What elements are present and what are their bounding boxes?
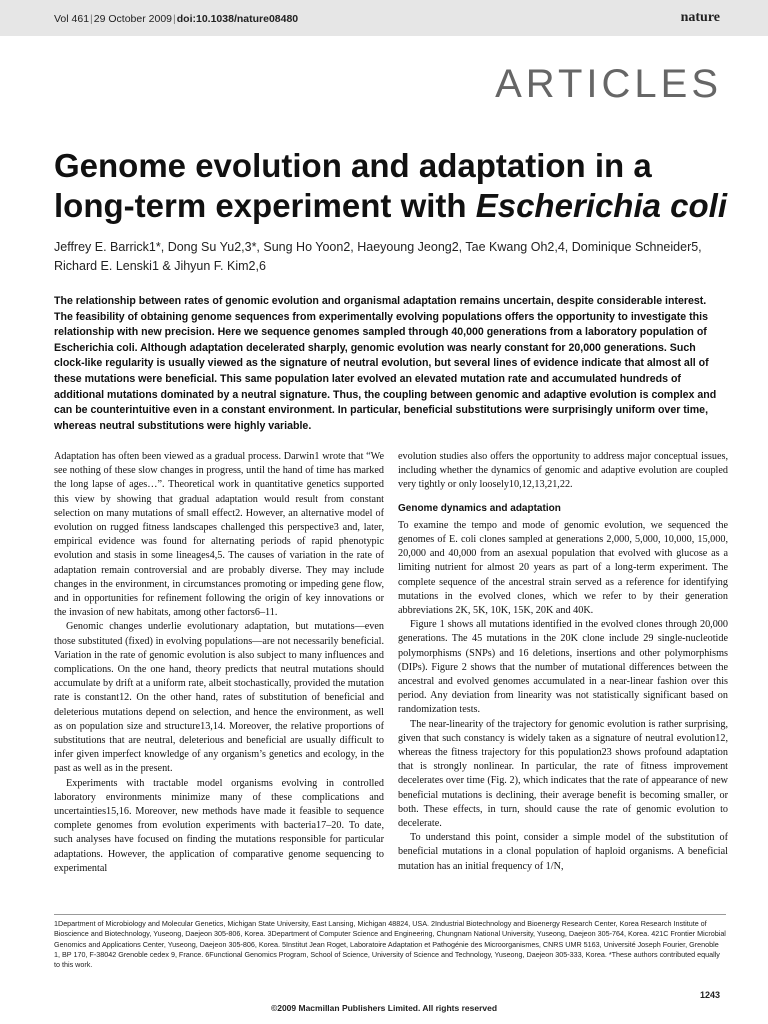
copyright-notice: ©2009 Macmillan Publishers Limited. All rights reserved: [270, 1003, 498, 1013]
article-title: [54, 146, 734, 226]
section-label: ARTICLES: [495, 62, 722, 106]
title-species: Escherichia coli: [475, 187, 728, 224]
doi[interactable]: doi:10.1038/nature08480: [176, 13, 299, 25]
abstract: The relationship between rates of genomic evolution and organismal adaptation remains uncertain, despite considerable interest. The feasibility of obtaining genome sequences from experimentally evolving populations offers the opportunity to investigate this relationship with new precision. Here we sequence genomes sampled through 40,000 generations from a laboratory population of Escherichia coli. Although adaptation decelerated sharply, genomic evolution was nearly constant for 20,000 generations. Such clock-like regularity is usually viewed as the signature of neutral evolution, but several lines of evidence indicate that almost all of these mutations were beneficial. This same population later evolved an elevated mutation rate and accumulated hundreds of additional mutations dominated by a neutral signature. Thus, the coupling between genomic and adaptive evolution is complex and can be counterintuitive even in a constant environment. In particular, beneficial substitutions were surprisingly uniform over time, whereas neutral substitutions were highly variable.: [54, 295, 717, 432]
body-column-right: [398, 450, 728, 874]
body-paragraph: To understand this point, consider a simple model of the substitution of beneficial mutations in a clonal population of haploid organisms. A beneficial mutation has an initial frequency of 1/N,: [398, 832, 728, 872]
body-paragraph: Adaptation has often been viewed as a gradual process. Darwin1 wrote that “We see nothing of these slow changes in progress, until the hand of time has marked the long lapse of ages…”. Theoretical work in quantitative genetics supported this view by showing that gradual adaptation would result from constant selection on many mutations of small effect2. However, an alternative model of evolution on rugged fitness landscapes challenged this perspective3 and, later, empirical evidence was found for alternating periods of rapid phenotypic evolution and stasis in some lineages4,5. The causes of variation in the rate of adaptation remain controversial and are probably diverse. They may include changes in the environment, in circumstances promoting or impeding gene flow, and in opportunities for refinement following the origin of key innovations or the invasion of new habitats, among other factors6–11.: [54, 451, 384, 619]
author-list: Jeffrey E. Barrick1*, Dong Su Yu2,3*, Sung Ho Yoon2, Haeyoung Jeong2, Tae Kwang Oh2,4, Dominique Schneider5, Richard E. Lenski1 & Jihyun F. Kim2,6: [54, 240, 702, 273]
body-paragraph: evolution studies also offers the opportunity to address major conceptual issues, including whether the dynamics of genomic and adaptive evolution are coupled very tightly or only loosely10,12,13,21,22.: [398, 451, 728, 491]
body-column-left: [54, 450, 384, 876]
journal-header-bar: [0, 0, 768, 36]
body-paragraph: Genomic changes underlie evolutionary adaptation, but mutations—even those substituted (fixed) in evolving populations—are not necessarily beneficial. Variation in the rate of genomic evolution is also subject to many influences and complications. On the one hand, theory predicts that neutral mutations should accumulate by drift at a uniform rate, albeit stochastically, provided the mutation rate is constant12. On the other hand, rates of substitution of beneficial and deleterious mutations depend on selection, and hence the environment, as well as on population size and structure13,14. Moreover, the relative proportions of substitutions that are neutral, deleterious and beneficial are usually difficult to infer given imperfect knowledge of any organism’s genetics and ecology, in the past as well as in the present.: [54, 621, 384, 775]
title-text: Genome evolution and adaptation in a long-term experiment with: [54, 147, 652, 224]
body-paragraph: To examine the tempo and mode of genomic evolution, we sequenced the genomes of E. coli clones sampled at generations 2,000, 5,000, 10,000, 15,000, 20,000 and 40,000 from an asexual population that evolved with glucose as a limiting nutrient for almost 20 years as part of a long-term experiment. The complete sequence of the ancestral strain served as a reference for identifying mutations in the evolved clones, which we refer to by their generation abbreviations 2K, 5K, 10K, 15K, 20K and 40K.: [398, 519, 728, 617]
journal-name: nature: [680, 10, 720, 25]
body-paragraph: Experiments with tractable model organisms evolving in controlled laboratory environments minimize many of these complications and uncertainties15,16. Moreover, new methods have made it feasible to sequence complete genomes from evolution experiments with bacteria17–20. To date, such analyses have focused on finding the mutations responsible for particular adaptations. However, the application of comparative genome sequencing to experimental: [54, 777, 384, 874]
body-paragraph: The near-linearity of the trajectory for genomic evolution is rather surprising, given that such constancy is widely taken as a signature of neutral evolution12, whereas the fitness trajectory for this population23 shows profound adaptation that is strongly nonlinear. In particular, the rate of fitness improvement decelerates over time (Fig. 2), which indicates that the rate of appearance of new beneficial mutations is declining, their average benefit is becoming smaller, or both. These effects, in turn, should cause the rate of genomic evolution to decelerate.: [398, 718, 728, 830]
affiliations-footnote: 1Department of Microbiology and Molecular Genetics, Michigan State University, East Lansing, Michigan 48824, USA. 2Industrial Biotechnology and Bioenergy Research Center, Korea Research Institute of Bioscience and Biotechnology, Yuseong, Daejeon 305-806, Korea. 3Department of Computer Science and Engineering, Chungnam National University, Yuseong, Daejeon 305-764, Korea. 421C Frontier Microbial Genomics and Applications Center, Yuseong, Daejeon 305-806, Korea. 5Institut Jean Roget, Laboratoire Adaptation et Pathogénie des Microorganismes, CNRS UMR 5163, Université Joseph Fourier, Grenoble 1, BP 170, F-38042 Grenoble cedex 9, France. 6Functional Genomics Program, School of Science, University of Science and Technology, Yuseong, Daejeon 305-333, Korea. *These authors contributed equally to this work.: [54, 914, 726, 970]
volume-info: Vol 461|29 October 2009|doi:10.1038/nature08480: [54, 13, 299, 25]
issue-date: 29 October 2009: [93, 13, 173, 25]
section-heading: Genome dynamics and adaptation: [398, 502, 561, 514]
volume: Vol 461: [54, 13, 90, 25]
page-number: 1243: [699, 990, 720, 1000]
body-paragraph: Figure 1 shows all mutations identified in the evolved clones through 20,000 generations. The 45 mutations in the 20K clone include 29 single-nucleotide polymorphisms (SNPs) and 16 deletions, insertions and other polymorphisms (DIPs). Figure 2 shows that the number of mutational differences between the ancestral and evolved genomes accumulated in a near-linear fashion over this period. Any deviation from linearity was not statistically significant based on randomization tests.: [398, 619, 728, 716]
